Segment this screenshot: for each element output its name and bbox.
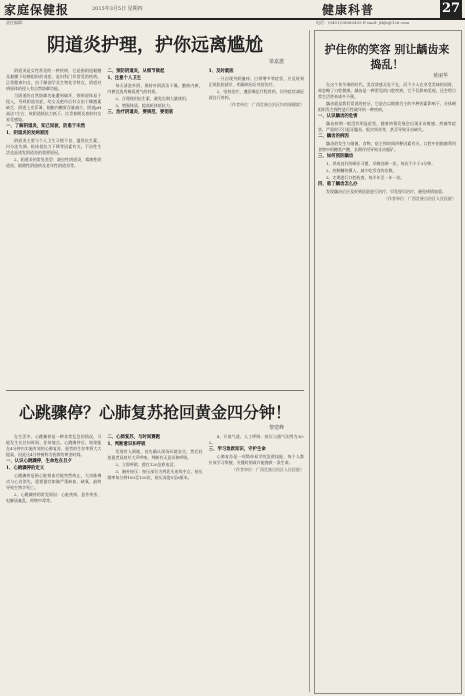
section-paragraph: 发现有人倒地，首先确认现场环境安全，然后轻拍患者双肩并大声呼唤，判断有无意识和呼吸。: [107, 449, 203, 460]
subline: [0, 20, 465, 26]
section-paragraph: 2、合理使用抗生素，避免长期大量使用。: [115, 96, 190, 101]
section-paragraph: 2、阴道炎的常见类型：滴虫性阴道炎、霉菌性阴道炎、细菌性阴道病及老年性阴道炎等。: [6, 157, 102, 168]
article-cpr-column-3: [209, 434, 304, 692]
section-paragraph: 3、胸外按压：按压部位为两乳头连线中点，按压频率每分钟100至120次，按压深度5至6厘米。: [107, 469, 203, 480]
article-cpr-column-2: [107, 434, 202, 692]
masthead: [0, 0, 465, 20]
article-cpr-body: [6, 434, 304, 692]
masthead-date: 2015年3月5日 星期四: [92, 6, 143, 12]
author-note: （作者单位：广西壮族自治区人民医院）: [231, 467, 304, 472]
section-paragraph: 一旦出现外阴瘙痒、白带增多等症状，应及时到正规医院就诊，明确病因后对症治疗。: [208, 76, 304, 87]
section-paragraph: 阴道炎主要与个人卫生习惯不良、滥用抗生素、内分泌失调、机体抵抗力下降等因素有关。不洁性生活也是诱发阴道炎的重要原因。: [6, 138, 102, 155]
section-paragraph: 心肺复苏是一项简单易学的急救技能，每个人都应该学习掌握，关键时刻或许能挽救一条生命。: [208, 454, 304, 465]
article-vaginitis-title: 阴道炎护理，护你远离尴尬: [47, 35, 263, 56]
section-subheading: 1、及时就医: [208, 69, 234, 74]
intro-paragraph: 在生活中，心跳骤停是一种非常危急的情况，可能发生在任何时间、任何地点。心跳骤停后，如果能在4分钟内实施有效的心肺复苏，患者的生存率将大大提高，因此这4分钟被称为抢救的黄金时间。: [6, 434, 102, 457]
article-dental-column: [318, 82, 456, 678]
section-heading: 二、心肺复苏，与时间赛跑: [107, 435, 161, 440]
masthead-right-title: 健康科普: [322, 3, 375, 17]
article-vaginitis-body: [6, 68, 304, 384]
author-note: （作者单位：广西壮族自治区妇幼保健院）: [227, 102, 304, 107]
article-dental-byline: 黄丽华: [432, 73, 448, 79]
article-cpr-title: 心跳骤停？心肺复苏抢回黄金四分钟！: [18, 403, 291, 422]
section-paragraph: 4、开放气道、人工呼吸：按压与通气比例为30:2。: [208, 434, 304, 445]
section-paragraph: 每天清洗外阴，保持外阴清洁干燥，勤换内裤，内裤宜选用棉质透气的材质。: [107, 83, 203, 94]
section-paragraph: 发现龋齿后应及时到医院进行治疗，早发现早治疗，避免病情加重。: [326, 189, 446, 194]
section-heading: 一、认识龋齿的危害: [318, 114, 358, 119]
section-paragraph: 3、定期进行口腔检查，每半年至一年一次。: [326, 175, 405, 180]
section-heading: 三、治疗阴道炎，要规范、要彻底: [107, 110, 174, 115]
article-dental-body: [318, 82, 456, 678]
article-vaginitis-column-3: [209, 68, 304, 384]
section-heading: 一、了解阴道炎，知己知彼，防患于未然: [6, 124, 86, 129]
section-paragraph: 1、养成良好的刷牙习惯，早晚各刷一次，每次不少于3分钟。: [326, 161, 436, 166]
author-note: （作者单位：广西壮族自治区人民医院）: [384, 196, 456, 201]
masthead-left-title: 家庭保健报: [4, 3, 70, 17]
divider-left-middle: [6, 390, 304, 391]
article-vaginitis-column-2: [107, 68, 202, 384]
section-heading: 二、预防阴道炎，从细节做起: [107, 69, 165, 74]
section-paragraph: 2、控制糖的摄入，减少吃零食的次数。: [326, 168, 397, 173]
intro-paragraph: 阴道炎是女性常见的一种疾病，它是指阴道黏膜及黏膜下结缔组织的炎症，是妇科门诊常见的疾病。正常健康妇女，由于解剖学及生物化学特点，阴道对病原体的侵入有自然防御功能。: [6, 68, 102, 91]
article-cpr-column-1: [6, 434, 101, 692]
article-vaginitis-byline: 梁嘉蕙: [268, 59, 284, 65]
section-subheading: 1、阴道炎的发病原因: [6, 131, 49, 136]
section-paragraph: 2、坚持治疗，遵医嘱足疗程用药，切勿症状减轻就自行停药。: [208, 89, 304, 100]
section-heading: 二、龋齿的病因: [318, 134, 349, 139]
article-dental-title: 护住你的笑容 别让龋齿来捣乱！: [324, 43, 450, 71]
section-subheading: 1、心跳骤停的定义: [6, 466, 45, 471]
section-paragraph: 心跳骤停是指心脏射血功能突然终止，大动脉搏动与心音消失，重要器官如脑严重缺血、缺氧，最终导致生物学死亡。: [6, 473, 102, 490]
section-paragraph: 2、心跳骤停的常见原因：心脏疾病、意外伤害、电解质紊乱、药物中毒等。: [6, 492, 102, 503]
section-heading: 一、认识心跳骤停，生命危在旦夕: [6, 459, 72, 464]
intro-paragraph: 龋齿就是我们常说的蛀牙，它是在以细菌为主的多种因素影响下，牙体硬组织发生慢性进行性破坏的一种疾病。: [318, 101, 456, 112]
article-dental: [318, 34, 456, 688]
article-cpr-byline: 黎建峰: [268, 425, 284, 431]
section-paragraph: 龋齿初期一般没有明显症状，随着病情发展会出现牙齿敏感、疼痛等症状，严重时可引起牙髓炎、根尖周炎等，甚至导致牙齿缺失。: [318, 121, 456, 132]
divider-vertical: [309, 30, 310, 692]
section-paragraph: 龋齿的发生与细菌、食物、宿主和时间四种因素有关，口腔中的细菌利用食物中的糖类产酸，长期作用导致牙齿脱矿。: [318, 141, 456, 152]
page-number: 27: [441, 1, 461, 16]
section-heading: 三、学习急救知识，守护生命: [208, 447, 266, 452]
section-heading: 四、患了龋齿怎么办: [318, 182, 358, 187]
article-vaginitis-column-1: [6, 68, 101, 384]
intro-paragraph: 当阴道的自然防御功能遭到破坏，则病原体易于侵入，导致阴道炎症。幼女及绝经后妇女由于雌激素缺乏，阴道上皮菲薄，细胞内糖原含量减少，阴道pH高达7左右，故阴道抵抗力低下，比青春期及育龄妇女易受感染。: [6, 93, 102, 122]
subline-right: 电话：(0451)58880493 E-mail: jtbjb@126.com: [316, 20, 410, 25]
article-vaginitis: [6, 30, 304, 386]
subline-left: 责任编辑：: [6, 20, 26, 25]
section-paragraph: 3、增强体质，提高机体抵抗力。: [115, 103, 174, 108]
section-subheading: 1、判断意识和呼吸: [107, 442, 146, 447]
section-heading: 三、如何预防龋齿: [318, 154, 354, 159]
section-subheading: 1、注意个人卫生: [107, 76, 142, 81]
article-cpr: [6, 394, 304, 692]
intro-paragraph: 在这个快节奏的时代，美食诱惑无处不在，而不少人在享受美味的同时，却忽略了口腔健康。龋齿是一种常见的口腔疾病，它不仅影响美观，还会给日常生活带来诸多不便。: [318, 82, 456, 99]
section-paragraph: 2、立即呼救，拨打120急救电话。: [115, 462, 178, 467]
